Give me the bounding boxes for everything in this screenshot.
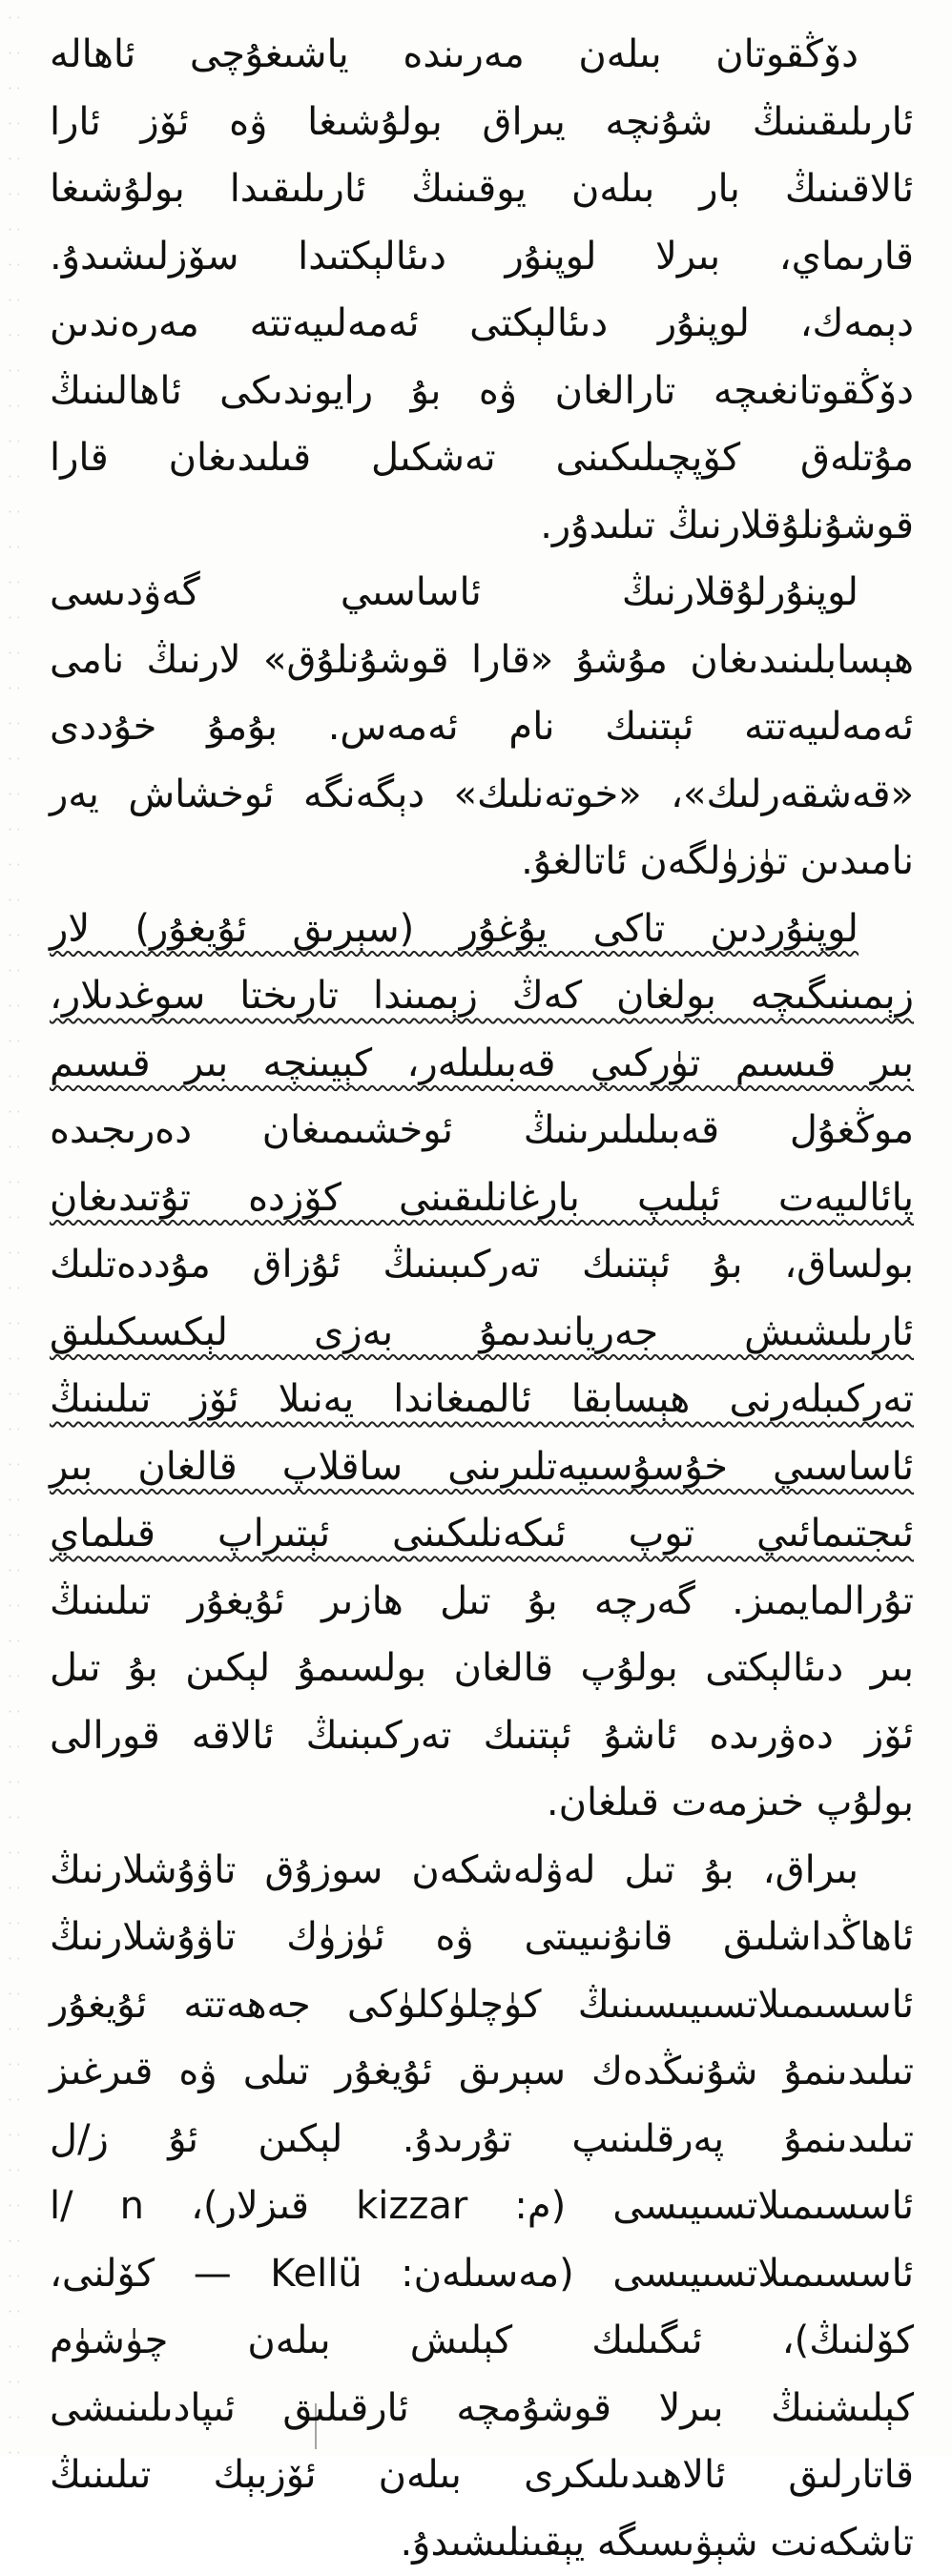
text-line-underlined: بىر قىسىم تۈركىي قەبىلىلەر، كېيىنچە بىر قىسىم: [50, 1030, 914, 1098]
text-line: ئاسسىمىلاتسىيىسىنىڭ كۈچلۈكلۈكى جەھەتتە ئۇيغۇر: [50, 1971, 914, 2039]
scan-margin-speckle: [6, 0, 19, 2456]
text-line-underlined: تەركىبلەرنى ھېسابقا ئالمىغاندا يەنىلا ئۆز تىلىنىڭ: [50, 1366, 914, 1433]
text-line: بىراق، بۇ تىل لەۋلەشكەن سوزۇق تاۋۇشلارنىڭ: [50, 1837, 914, 1905]
text-line: ئەمەلىيەتتە ئېتنىك نام ئەمەس. بۇمۇ خۇددى: [50, 693, 914, 761]
text-line-underlined: ئىجتىمائىي توپ ئىكەنلىكىنى ئېتىراپ قىلماي: [50, 1500, 914, 1568]
text-line: ئاسسىمىلاتسىيىسى (مەسىلەن: Kellü — كۆلنى،: [50, 2240, 914, 2308]
text-line: دۆڭقوتانغىچە تارالغان ۋە بۇ رايوندىكى ئاھالىنىڭ: [50, 358, 914, 425]
text-line: ھېسابلىنىدىغان مۇشۇ «قارا قوشۇنلۇق» لارنىڭ نامى: [50, 627, 914, 694]
body-text: [50, 21, 914, 2576]
text-line: قوشۇنلۇقلارنىڭ تىلىدۇر.: [50, 492, 914, 560]
text-line: ئاسسىمىلاتسىيىسى (م: kizzar قىزلار)، l/ n: [50, 2173, 914, 2240]
text-line: تاشكەنت شېۋىسىگە يېقىنلىشىدۇ.: [50, 2509, 914, 2576]
text-line: ئۆز دەۋرىدە ئاشۇ ئېتنىك تەركىبنىڭ ئالاقە قورالى: [50, 1702, 914, 1770]
text-line: تۇرالمايمىز. گەرچە بۇ تىل ھازىر ئۇيغۇر تىلىنىڭ: [50, 1568, 914, 1636]
text-line-underlined: پائالىيەت ئېلىپ بارغانلىقىنى كۆزدە تۇتىدىغان: [50, 1164, 914, 1232]
text-line: ئارىلىقىنىڭ شۇنچە يىراق بولۇشىغا ۋە ئۆز ئارا: [50, 89, 914, 156]
text-line: كۆلنىڭ)، ئىگىلىك كېلىش بىلەن چۈشۈم: [50, 2307, 914, 2375]
text-line: «قەشقەرلىك»، «خوتەنلىك» دېگەنگە ئوخشاش يەر: [50, 761, 914, 829]
text-line: قاتارلىق ئالاھىدىلىكرى بىلەن ئۆزبېك تىلىنىڭ: [50, 2442, 914, 2509]
text-line-underlined: زېمىنىگىچە بولغان كەڭ زېمىندا تارىختا سوغدىلار،: [50, 962, 914, 1030]
text-line: بولۇپ خىزمەت قىلغان.: [50, 1769, 914, 1837]
text-line: كېلىشنىڭ بىرلا قوشۇمچە ئارقىلىق ئىپادىلىنىشى: [50, 2375, 914, 2442]
text-line: مۇتلەق كۆپچىلىكىنى تەشكىل قىلىدىغان قارا: [50, 424, 914, 492]
text-line: بولساق، بۇ ئېتنىك تەركىبىنىڭ ئۇزاق مۇددەتلىك: [50, 1231, 914, 1299]
text-line: نامىدىن تۈزۈلگەن ئاتالغۇ.: [50, 828, 914, 896]
text-line: بىر دىئالېكتى بولۇپ قالغان بولسىمۇ لېكىن بۇ تىل: [50, 1635, 914, 1702]
text-line: تىلىدىنمۇ پەرقلىنىپ تۇرىدۇ. لېكىن ئۇ ز/ل: [50, 2106, 914, 2174]
text-line: دۆڭقوتان بىلەن مەرىندە ياشىغۇچى ئاھالە: [50, 21, 914, 89]
text-line: قارىماي، بىرلا لوپنۇر دىئالېكتىدا سۆزلىشىدۇ.: [50, 223, 914, 291]
text-line: موڭغۇل قەبىلىلىرىنىڭ ئوخشىمىغان دەرىجىدە: [50, 1097, 914, 1164]
text-line: لوپنۇرلۇقلارنىڭ ئاساسىي گەۋدىسى: [50, 559, 914, 627]
text-line: ئاھاڭداشلىق قانۇنىيىتى ۋە ئۈزۈك تاۋۇشلارنىڭ: [50, 1904, 914, 1971]
text-line-underlined: لوپنۇردىن تاكى يۇغۇر (سېرىق ئۇيغۇر) لار: [50, 896, 914, 963]
text-line: ئالاقىنىڭ بار بىلەن يوقىنىڭ ئارىلىقىدا بولۇشىغا: [50, 155, 914, 223]
text-line-underlined: ئارىلىشىش جەريانىدىمۇ بەزى لېكسىكىلىق: [50, 1299, 914, 1367]
text-line: تىلىدىنمۇ شۇنىڭدەك سېرىق ئۇيغۇر تىلى ۋە قىرغىز: [50, 2038, 914, 2106]
scan-scratch-mark: [315, 2403, 317, 2449]
text-line-underlined: ئاساسىي خۇسۇسىيەتلىرىنى ساقلاپ قالغان بىر: [50, 1433, 914, 1501]
text-line: دېمەك، لوپنۇر دىئالېكتى ئەمەلىيەتتە مەرەندىن: [50, 290, 914, 358]
